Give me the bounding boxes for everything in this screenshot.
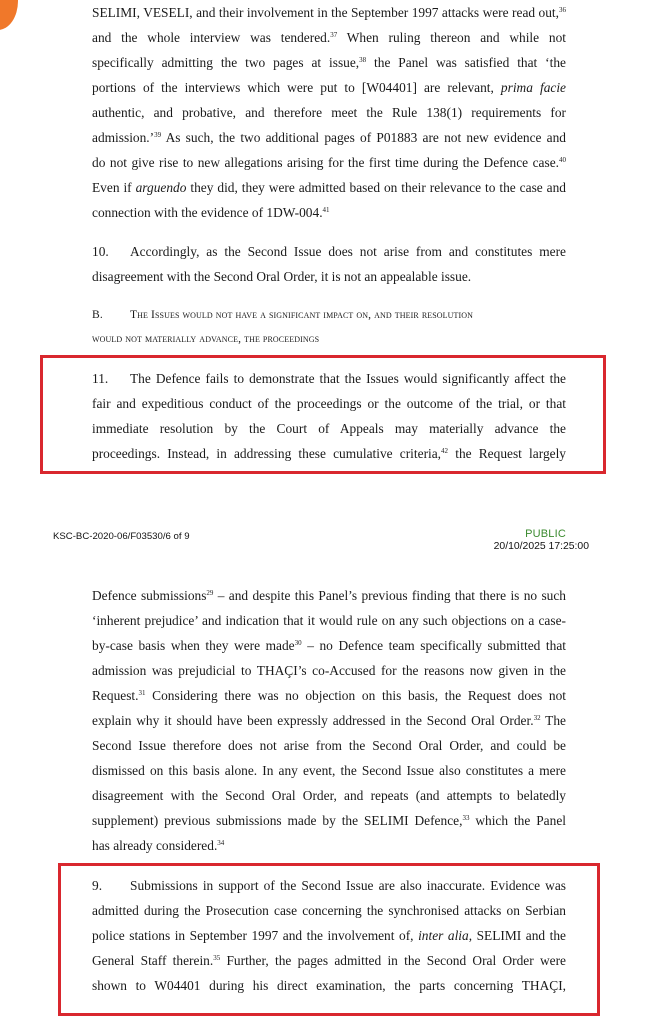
paragraph-continuation: SELIMI, VESELI, and their involvement in the September 1997 attacks were read out,$^{36}$ and the whole interview was tendered.$^{37}$ When ruling thereon and while not specifically admitting the two pages at issue,$^{38}$ the Panel was satisfied that ‘the portions of the interviews which were put to [W04401] are relevant, prima facie authentic, and probative, and therefore meet the Rule 138(1) requirements for admission.’$^{39}$ As such, the two additional pages of P01883 are not new evidence and do not give rise to new allegations arising for the first time during the Defence case.$^{40}$ Even if arguendo they did, they were admitted based on their relevance to the case and connection with the evidence of 1DW-004.41 <box>92 5 566 220</box>
document-date: 20/10/2025 17:25:00 <box>493 541 589 552</box>
section-heading-b: B. The Issues would not have a significant impact on, and their resolution would not materially advance, the proceedings <box>92 308 474 345</box>
paragraph-8-continuation: Defence submissions$^{29}$ – and despite this Panel’s previous finding that there is no such ‘inherent prejudice’ and indication that it would rule on any such objections on a case- by-case basis when they were made$^{30}$ – no Defence team specifically submitted that admission was prejudicial to THAÇI’s co-Accused for the reasons now given in the Request.$^{31}$ Considering there was no objection on this basis, the Request does not explain why it should have been expressly addressed in the Second Oral Order.$^{32}$ The Second Issue therefore does not arise from the Second Oral Order, and could be dismissed on this basis alone. In any event, the Second Issue also constitutes a mere disagreement with the Second Oral Order, and repeats (and attempts to belatedly supplement) previous submissions made by the SELIMI Defence,$^{33}$ which the Panel has already considered.$^{34}$ <box>92 588 566 853</box>
page-gap <box>0 478 650 526</box>
paragraph-number: 10. <box>92 244 109 259</box>
corner-decoration <box>0 0 18 30</box>
paragraph-9: 9. Submissions in support of the Second Issue are also inaccurate. Evidence was admitted during the Prosecution case concerning the synchronised attacks on Serbian police stations in September 1997 and the involvement of, inter alia, SELIMI and the General Staff therein.$^{35}$ Further, the pages admitted in the Second Oral Order were shown to W04401 during his direct examination, the parts concerning THAÇI, <box>92 873 566 998</box>
paragraph-number: 9. <box>92 878 103 893</box>
paragraph-10: 10. Accordingly, as the Second Issue does not arise from and constitutes mere disagreement with the Second Oral Order, it is not an appealable issue. <box>92 239 566 289</box>
paragraph-number: 11. <box>92 371 109 386</box>
classification-label: PUBLIC <box>525 528 566 540</box>
document-id: KSC-BC-2020-06/F03530/6 of 9 <box>53 531 190 542</box>
paragraph-11: 11. The Defence fails to demonstrate that the Issues would significantly affect the fair and expeditious conduct of the proceedings or the outcome of the trial, or that immediate resolution by the Court of Appeals may materially advance the proceedings. Instead, in addressing these cumulative criteria,$^{42}$ the Request largely <box>92 366 566 466</box>
